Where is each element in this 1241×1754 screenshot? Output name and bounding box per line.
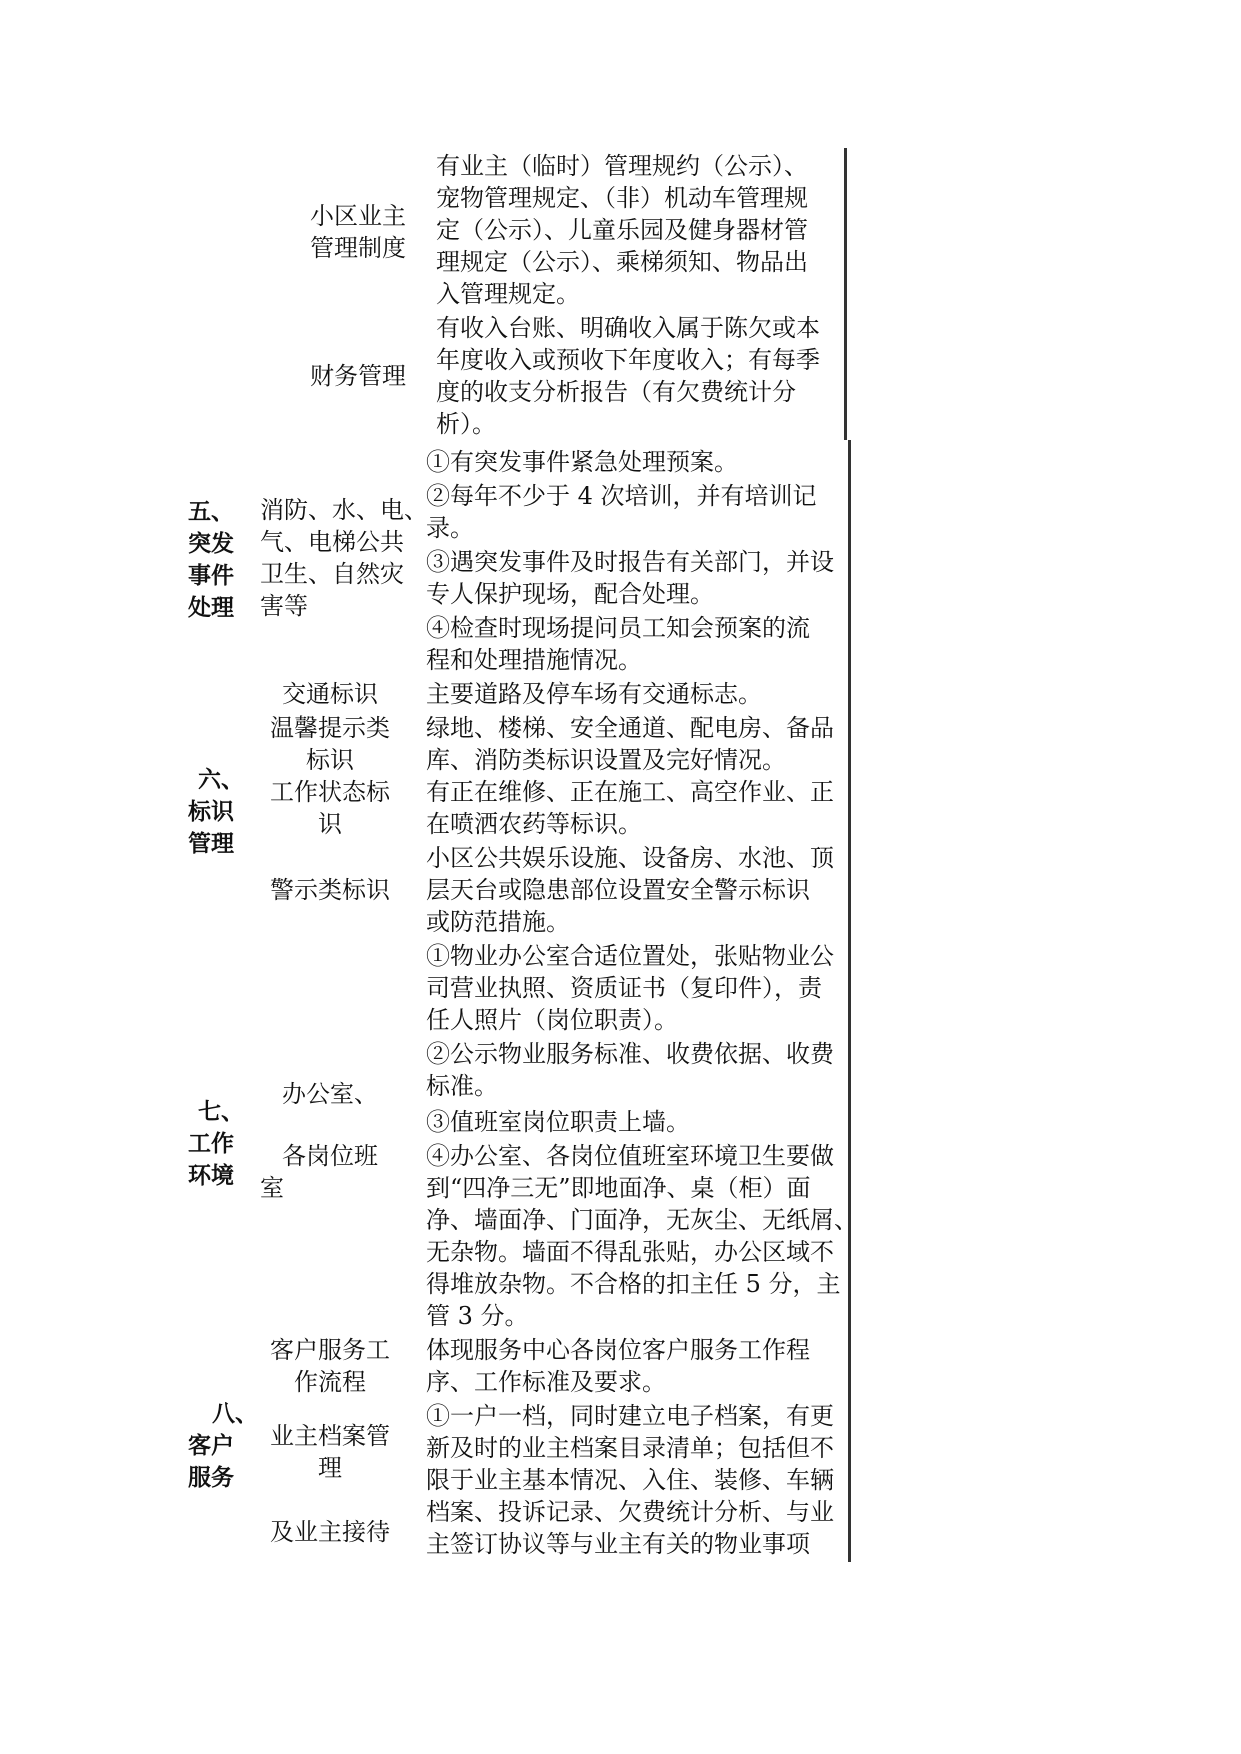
work-env-item-line: 无杂物。墙面不得乱张贴，办公区域不: [426, 1238, 834, 1266]
table-right-border-upper: [844, 148, 847, 440]
section-sub-label: 害等: [260, 592, 308, 620]
section-heading-customer-service: 八、: [212, 1401, 258, 1427]
work-env-item-line: 到“四净三无”即地面净、桌（柜）面: [426, 1174, 811, 1202]
work-env-item-line: ③值班室岗位职责上墙。: [426, 1108, 690, 1136]
customer-service-content-line: 新及时的业主档案目录清单；包括但不: [426, 1434, 834, 1462]
section-heading-customer-service: 服务: [188, 1465, 234, 1491]
section-heading-signage: 管理: [188, 831, 234, 857]
signage-content-line: 层天台或隐患部位设置安全警示标识: [426, 876, 810, 904]
signage-content-line: 有正在维修、正在施工、高空作业、正: [426, 778, 834, 806]
work-env-item-line: 得堆放杂物。不合格的扣主任 5 分，主: [426, 1270, 841, 1298]
emergency-item-line: 专人保护现场，配合处理。: [426, 580, 714, 608]
row-content-line: 度的收支分析报告（有欠费统计分: [436, 378, 796, 406]
row-label-management-rules-line2: 管理制度: [310, 234, 406, 262]
row-content-line: 理规定（公示）、乘梯须知、物品出: [436, 248, 808, 276]
customer-service-label: 理: [318, 1454, 342, 1482]
work-env-item-line: 净、墙面净、门面净，无灰尘、无纸屑、: [426, 1206, 858, 1234]
section-heading-emergency: 突发: [188, 531, 234, 557]
customer-service-content-line: 序、工作标准及要求。: [426, 1368, 666, 1396]
row-content-line: 有收入台账、明确收入属于陈欠或本: [436, 314, 820, 342]
table-right-border-lower: [848, 440, 851, 1562]
signage-label: 交通标识: [282, 680, 378, 708]
work-env-item-line: ②公示物业服务标准、收费依据、收费: [426, 1040, 834, 1068]
section-heading-emergency: 事件: [188, 563, 234, 589]
work-env-item-line: 管 3 分。: [426, 1302, 529, 1330]
row-content-line: 年度收入或预收下年度收入；有每季: [436, 346, 820, 374]
signage-label: 工作状态标: [270, 778, 390, 806]
row-content-line: 入管理规定。: [436, 280, 580, 308]
customer-service-label: 作流程: [294, 1368, 366, 1396]
signage-label: 警示类标识: [270, 876, 390, 904]
section-heading-signage: 六、: [198, 767, 244, 793]
section-heading-emergency: 五、: [188, 499, 234, 525]
customer-service-content-line: 档案、投诉记录、欠费统计分析、与业: [426, 1498, 834, 1526]
emergency-item-line: ③遇突发事件及时报告有关部门，并设: [426, 548, 834, 576]
emergency-item-line: ①有突发事件紧急处理预案。: [426, 448, 738, 476]
signage-label: 温馨提示类: [270, 714, 390, 742]
signage-content-line: 在喷洒农药等标识。: [426, 810, 642, 838]
row-label-management-rules-line1: 小区业主: [310, 202, 406, 230]
section-sub-label: 各岗位班: [282, 1142, 378, 1170]
signage-content-line: 库、消防类标识设置及完好情况。: [426, 746, 786, 774]
work-env-item-line: 司营业执照、资质证书（复印件），责: [426, 974, 822, 1002]
customer-service-content-line: 限于业主基本情况、入住、装修、车辆: [426, 1466, 834, 1494]
row-content-line: 宠物管理规定、（非）机动车管理规: [436, 184, 808, 212]
signage-content-line: 或防范措施。: [426, 908, 570, 936]
section-heading-work-env: 环境: [188, 1163, 234, 1189]
emergency-item-line: ④检查时现场提问员工知会预案的流: [426, 614, 810, 642]
customer-service-label: 及业主接待: [270, 1518, 390, 1546]
signage-content-line: 小区公共娱乐设施、设备房、水池、顶: [426, 844, 834, 872]
emergency-item-line: 录。: [426, 514, 474, 542]
work-env-item-line: ④办公室、各岗位值班室环境卫生要做: [426, 1142, 834, 1170]
customer-service-content-line: ①一户一档，同时建立电子档案，有更: [426, 1402, 834, 1430]
row-content-line: 析）。: [436, 410, 496, 438]
section-sub-label: 室: [260, 1174, 284, 1202]
section-heading-signage: 标识: [188, 799, 234, 825]
work-env-item-line: 任人照片（岗位职责）。: [426, 1006, 678, 1034]
section-heading-customer-service: 客户: [188, 1433, 234, 1459]
section-heading-emergency: 处理: [188, 595, 234, 621]
section-heading-work-env: 工作: [188, 1131, 234, 1157]
signage-content-line: 主要道路及停车场有交通标志。: [426, 680, 762, 708]
section-sub-label: 办公室、: [282, 1080, 378, 1108]
signage-content-line: 绿地、楼梯、安全通道、配电房、备品: [426, 714, 834, 742]
customer-service-label: 客户服务工: [270, 1336, 390, 1364]
row-content-line: 有业主（临时）管理规约（公示）、: [436, 152, 808, 180]
emergency-item-line: 程和处理措施情况。: [426, 646, 642, 674]
work-env-item-line: 标准。: [426, 1072, 498, 1100]
section-sub-label: 气、电梯公共: [260, 528, 404, 556]
customer-service-content-line: 主签订协议等与业主有关的物业事项: [426, 1530, 810, 1558]
signage-label: 标识: [306, 746, 354, 774]
emergency-item-line: ②每年不少于 4 次培训，并有培训记: [426, 482, 817, 510]
work-env-item-line: ①物业办公室合适位置处，张贴物业公: [426, 942, 834, 970]
section-sub-label: 消防、水、电、: [260, 496, 428, 524]
customer-service-label: 业主档案管: [270, 1422, 390, 1450]
row-content-line: 定（公示）、儿童乐园及健身器材管: [436, 216, 808, 244]
row-label-finance: 财务管理: [310, 362, 406, 390]
section-sub-label: 卫生、自然灾: [260, 560, 404, 588]
section-heading-work-env: 七、: [198, 1099, 244, 1125]
customer-service-content-line: 体现服务中心各岗位客户服务工作程: [426, 1336, 810, 1364]
signage-label: 识: [318, 810, 342, 838]
